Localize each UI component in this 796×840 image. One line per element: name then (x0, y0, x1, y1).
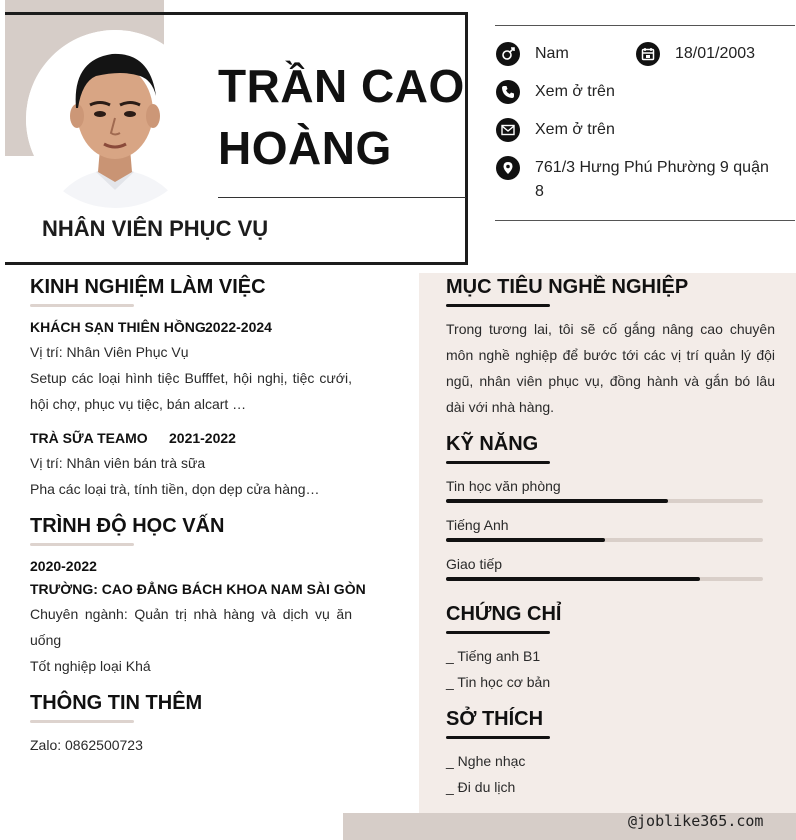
job-2-company: TRÀ SỮA TEAMO (30, 430, 148, 446)
extra-info-heading: THÔNG TIN THÊM (30, 692, 203, 714)
skill-1-bar (446, 499, 763, 503)
education-underline (30, 543, 134, 546)
education-school: TRƯỜNG: CAO ĐẲNG BÁCH KHOA NAM SÀI GÒN (30, 581, 366, 597)
experience-heading: KINH NGHIỆM LÀM VIỆC (30, 276, 266, 298)
objective-text: Trong tương lai, tôi sẽ cố gắng nâng cao chuyên môn nghề nghiệp để bước tới các vị trí quản lý đội ngũ, nhân viên phục vụ, đồng hành và gắn bó lâu dài với nhà hàng. (446, 321, 775, 415)
hobby-item: _ Nghe nhạc (446, 753, 526, 769)
birthday-text: 18/01/2003 (675, 45, 756, 62)
job-2-position: Vị trí: Nhân viên bán trà sữa (30, 455, 206, 471)
job-1-period: 2022-2024 (205, 319, 272, 335)
extra-info-underline (30, 720, 134, 723)
objective-underline (446, 304, 550, 307)
gender-text: Nam (535, 45, 569, 62)
job-1-position: Vị trí: Nhân Viên Phục Vụ (30, 344, 189, 360)
contact-top-rule (495, 25, 795, 26)
name-line-2: HOÀNG (218, 122, 392, 174)
skill-2-label: Tiếng Anh (446, 517, 509, 533)
certificates-underline (446, 631, 550, 634)
skills-underline (446, 461, 550, 464)
address-text: 761/3 Hưng Phú Phường 9 quận 8 (535, 159, 769, 200)
certificate-item: _ Tiếng anh B1 (446, 648, 541, 664)
phone-text: Xem ở trên (535, 83, 615, 100)
hobby-item: _ Đi du lịch (446, 779, 516, 795)
gender-icon (496, 42, 520, 66)
skill-3-bar-fill (446, 577, 700, 581)
avatar (26, 30, 204, 208)
education-result: Tốt nghiệp loại Khá (30, 658, 151, 674)
skill-2-bar (446, 538, 763, 542)
education-heading: TRÌNH ĐỘ HỌC VẤN (30, 515, 225, 537)
contact-bottom-rule (495, 220, 795, 221)
experience-underline (30, 304, 134, 307)
skill-1-label: Tin học văn phòng (446, 478, 561, 494)
phone-icon (496, 80, 520, 104)
objective-heading: MỤC TIÊU NGHỀ NGHIỆP (446, 276, 689, 298)
location-icon (496, 156, 520, 180)
education-period: 2020-2022 (30, 558, 97, 574)
education-major: Chuyên ngành: Quản trị nhà hàng và dịch vụ ăn uống (30, 606, 352, 648)
skills-heading: KỸ NĂNG (446, 433, 539, 455)
skill-3-label: Giao tiếp (446, 556, 503, 572)
certificate-item: _ Tin học cơ bản (446, 674, 551, 690)
hobbies-heading: SỞ THÍCH (446, 708, 544, 730)
job-2-description: Pha các loại trà, tính tiền, dọn dẹp cửa hàng… (30, 481, 320, 497)
name-divider (218, 197, 466, 198)
job-2-period: 2021-2022 (169, 430, 236, 446)
email-text: Xem ở trên (535, 121, 615, 138)
zalo-text: Zalo: 0862500723 (30, 737, 143, 753)
job-1-description: Setup các loại hình tiệc Bufffet, hội nghị, tiệc cưới, hội chợ, phục vụ tiệc, bán alcart … (30, 370, 352, 412)
email-icon (496, 118, 520, 142)
calendar-icon (636, 42, 660, 66)
name-line-1: TRẦN CAO (218, 60, 465, 112)
certificates-heading: CHỨNG CHỈ (446, 603, 562, 625)
watermark: @joblike365.com (628, 812, 764, 830)
skill-2-bar-fill (446, 538, 605, 542)
skill-3-bar (446, 577, 763, 581)
hobbies-underline (446, 736, 550, 739)
job-title: NHÂN VIÊN PHỤC VỤ (42, 216, 269, 241)
job-1-company: KHÁCH SẠN THIÊN HỒNG (30, 319, 206, 335)
skill-1-bar-fill (446, 499, 668, 503)
